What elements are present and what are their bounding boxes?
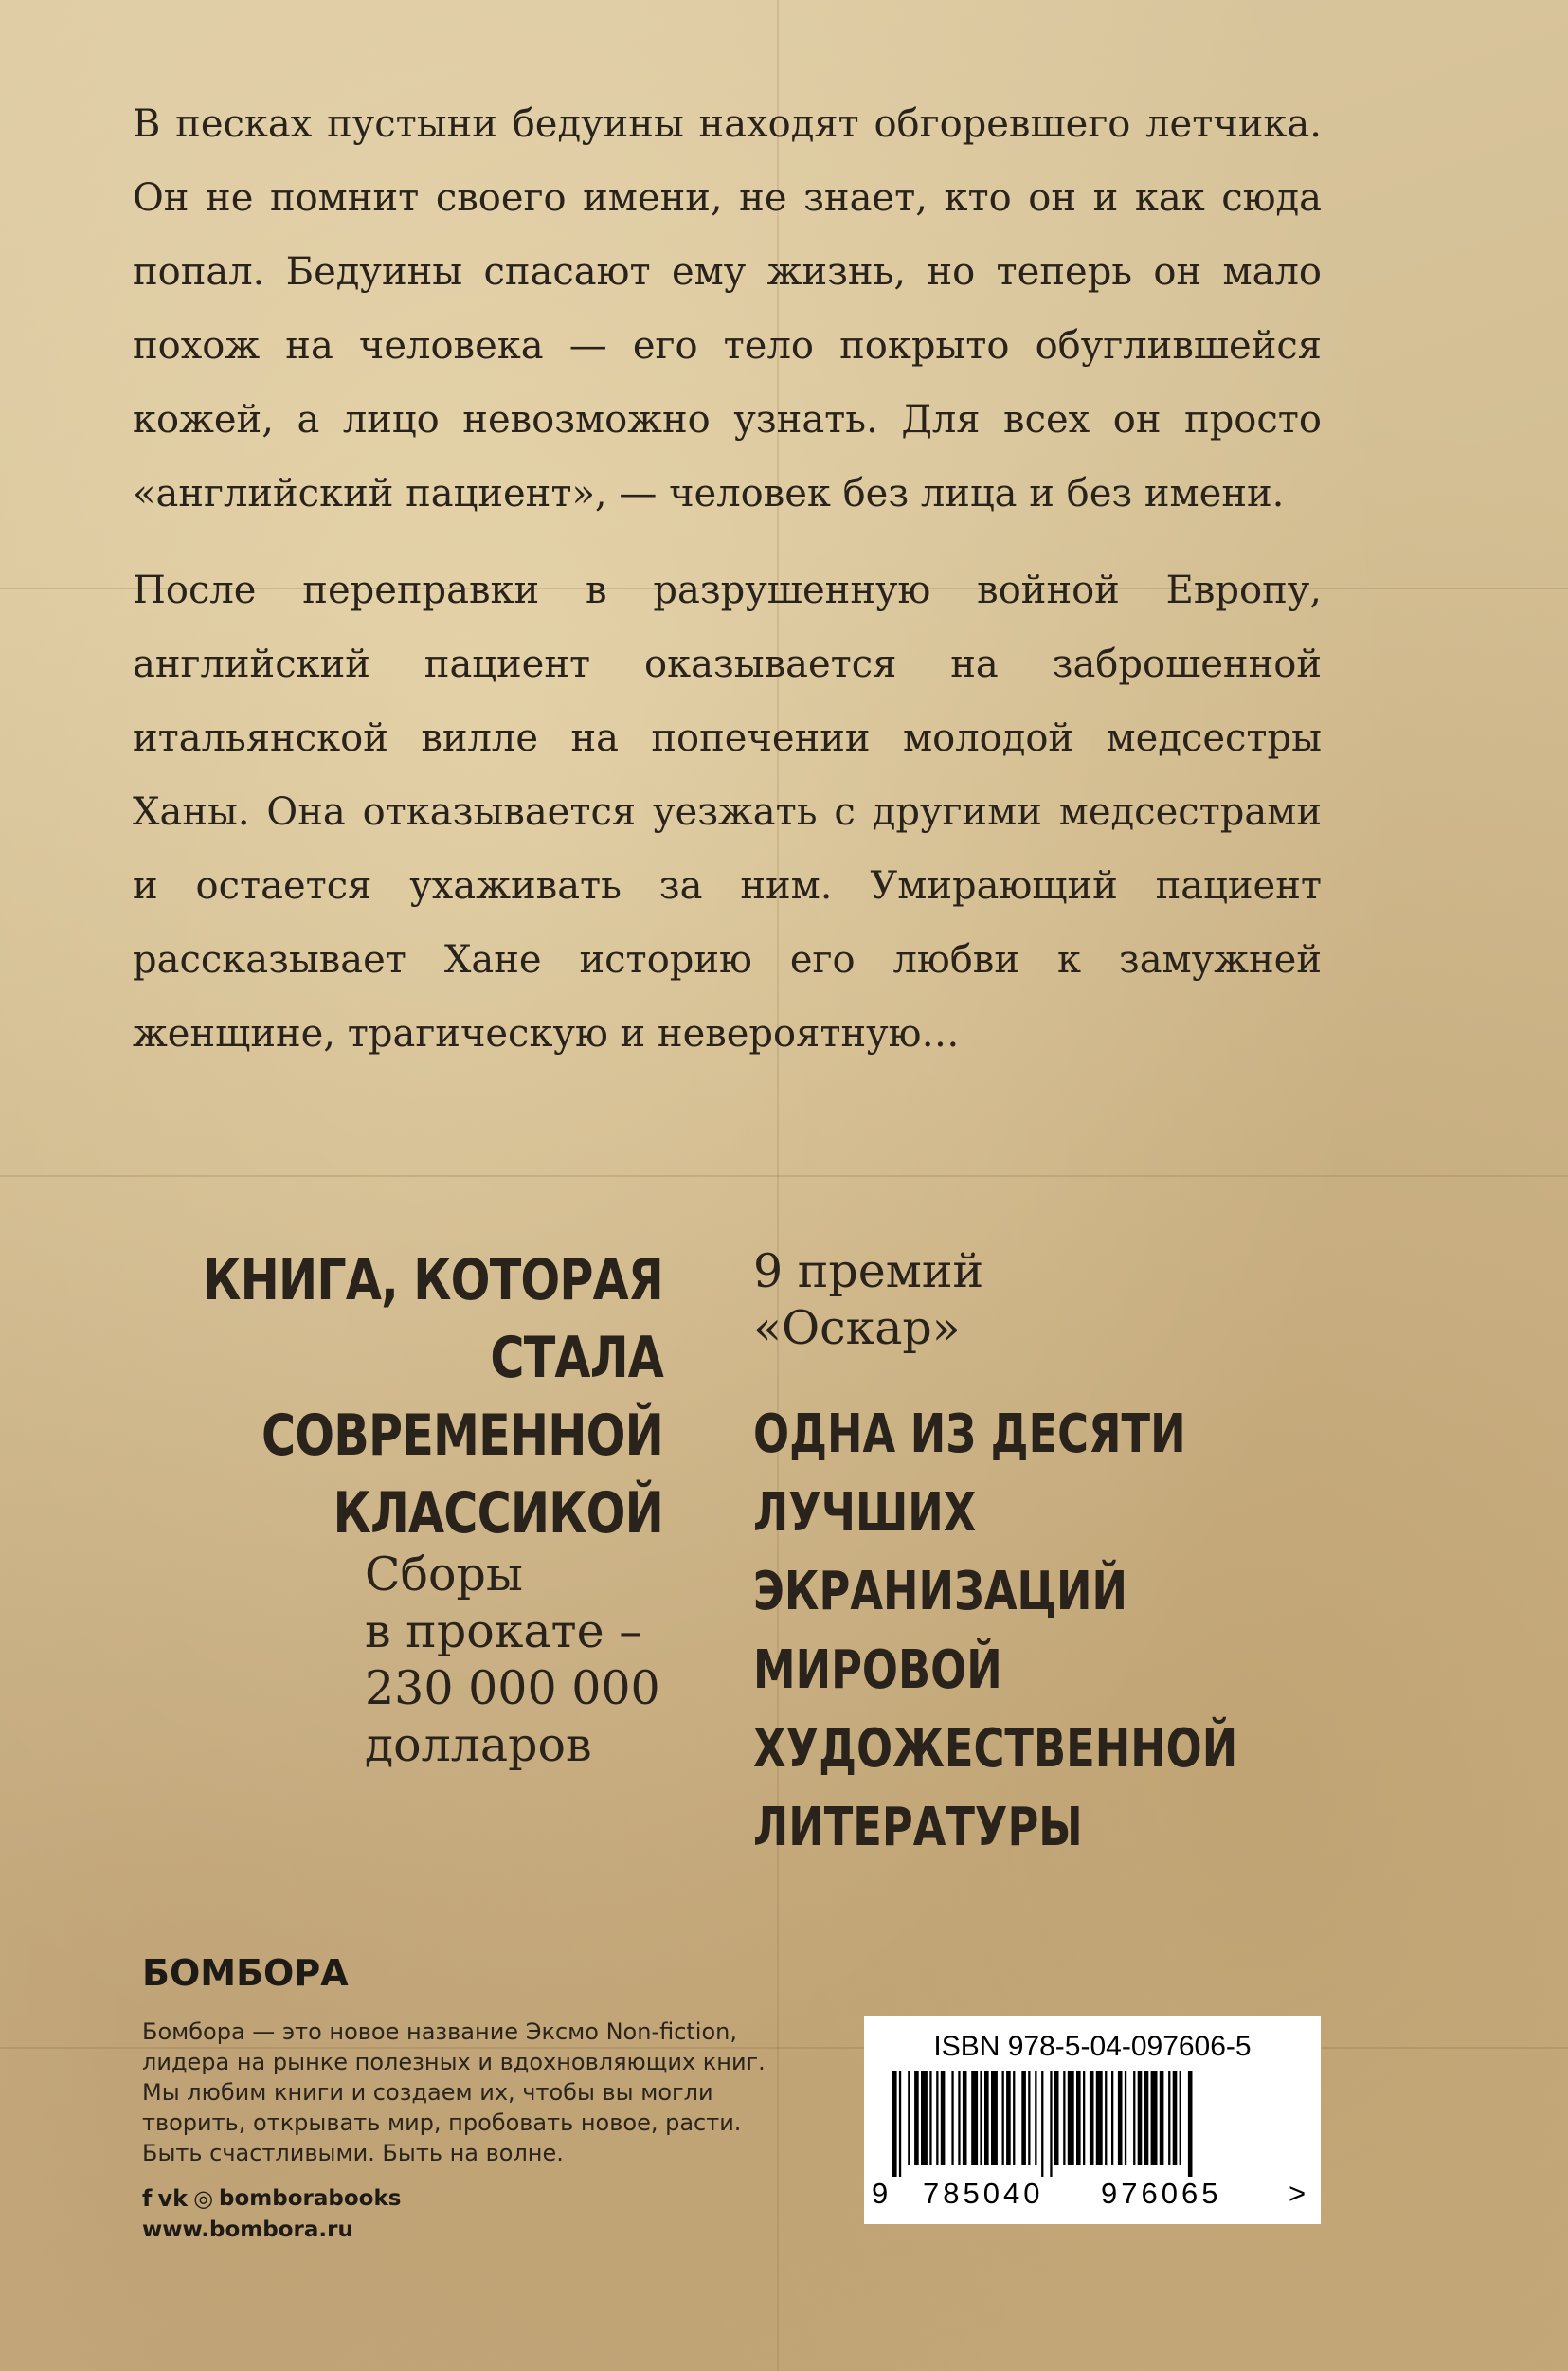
- barcode-bar: [1125, 2071, 1126, 2165]
- barcode-digits-right: 976065: [1101, 2177, 1222, 2210]
- box-office-note: Сборы в прокате – 230 000 000 долларов: [365, 1547, 660, 1772]
- oscar-awards-note: 9 премий «Оскар»: [753, 1244, 984, 1355]
- barcode-bar: [941, 2071, 946, 2165]
- barcode-bar: [958, 2071, 960, 2165]
- barcode-bar: [963, 2071, 967, 2165]
- barcode-bar: [1076, 2071, 1081, 2165]
- barcode-bar: [951, 2071, 953, 2165]
- barcode-bar: [1035, 2071, 1036, 2165]
- barcode-bar: [1118, 2071, 1123, 2165]
- social-handle[interactable]: bomborabooks: [219, 2186, 402, 2211]
- headline-modern-classic: КНИГА, КОТОРАЯ СТАЛА СОВРЕМЕННОЙ КЛАССИКОЙ: [203, 1247, 664, 1547]
- barcode-bar: [1144, 2071, 1149, 2165]
- barcode-bar: [1096, 2071, 1103, 2165]
- barcode-bar: [984, 2071, 989, 2165]
- barcode-bar: [1188, 2071, 1193, 2177]
- instagram-icon[interactable]: ◎: [193, 2185, 214, 2212]
- barcode-digits-left: 785040: [923, 2177, 1044, 2210]
- barcode-bar: [929, 2071, 931, 2165]
- barcode-bar: [1006, 2071, 1011, 2165]
- book-blurb: [133, 87, 1322, 1094]
- barcode-bar: [1083, 2071, 1085, 2165]
- barcode-bar: [1173, 2071, 1178, 2165]
- barcode-bar: [1133, 2071, 1135, 2165]
- barcode-bar: [914, 2071, 919, 2165]
- publisher-logo: БОМБОРА: [142, 1952, 349, 1994]
- barcode-bar: [892, 2071, 897, 2177]
- blurb-paragraph-1: В песках пустыни бедуины находят обгоревшего летчика. Он не помнит своего имени, не знает, кто он и как сюда попал. Бедуины спасают ему жизнь, но теперь он мало похож на человека — его тело покрыто обуглившейся кожей, а лицо невозможно узнать. Для всех он просто «английский пациент», — человек без лица и без имени.: [133, 102, 1322, 516]
- barcode-bar: [1054, 2071, 1059, 2165]
- barcode-bar: [908, 2071, 910, 2165]
- barcode-bar: [1151, 2071, 1158, 2165]
- vk-icon[interactable]: vk: [157, 2185, 189, 2212]
- barcode-bar: [1180, 2071, 1181, 2165]
- barcode-bar: [1063, 2071, 1065, 2165]
- barcode-bar: [1021, 2071, 1026, 2165]
- website-link[interactable]: www.bombora.ru: [142, 2217, 353, 2242]
- barcode-bar: [1013, 2071, 1015, 2165]
- best-adaptations-note: ОДНА ИЗ ДЕСЯТИ ЛУЧШИХ ЭКРАНИЗАЦИЙ МИРОВОЙ ХУДОЖЕСТВЕННОЙ ЛИТЕРАТУРЫ: [753, 1403, 1238, 1858]
- barcode-bar: [1050, 2071, 1052, 2177]
- barcode-bar: [1168, 2071, 1170, 2165]
- barcode-bar: [971, 2071, 978, 2165]
- barcode-bar: [980, 2071, 982, 2165]
- barcode-bar: [1002, 2071, 1004, 2165]
- barcode-bar: [1041, 2071, 1043, 2177]
- isbn-number: ISBN 978-5-04-097606-5: [933, 2031, 1252, 2062]
- paper-crease: [0, 1175, 1568, 1177]
- barcode-bar: [936, 2071, 938, 2165]
- isbn-barcode: [864, 2016, 1321, 2224]
- social-links: [142, 2185, 401, 2212]
- barcode-bar: [899, 2071, 901, 2177]
- barcode-bar: [991, 2071, 998, 2165]
- barcode-lead-digit: 9: [872, 2177, 889, 2210]
- barcode-bar: [1111, 2071, 1113, 2165]
- barcode-bar: [1090, 2071, 1094, 2165]
- barcode-bar: [1160, 2071, 1164, 2165]
- facebook-icon[interactable]: f: [142, 2185, 153, 2212]
- barcode-bar: [1068, 2071, 1074, 2165]
- barcode-quiet-mark: >: [1289, 2177, 1307, 2210]
- barcode-bar: [1138, 2071, 1143, 2165]
- barcode-bar: [1105, 2071, 1107, 2165]
- barcode-bar: [921, 2071, 928, 2165]
- blurb-paragraph-2: После переправки в разрушенную войной Европу, английский пациент оказывается на заброшенной итальянской вилле на попечении молодой медсестры Ханы. Она отказывается уезжать с другими медсестрами и остается ухаживать за ним. Умирающий пациент рассказывает Хане историю его любви к замужней женщине, трагическую и невероятную…: [133, 569, 1322, 1056]
- barcode-bars: [892, 2071, 1290, 2177]
- barcode-bar: [1028, 2071, 1030, 2165]
- publisher-description: Бомбора — это новое название Эксмо Non-fiction, лидера на рынке полезных и вдохновляющих книг. Мы любим книги и создаем их, чтобы вы могли творить, открывать мир, пробовать новое, расти. Быть счастливыми. Быть на волне.: [142, 2018, 766, 2166]
